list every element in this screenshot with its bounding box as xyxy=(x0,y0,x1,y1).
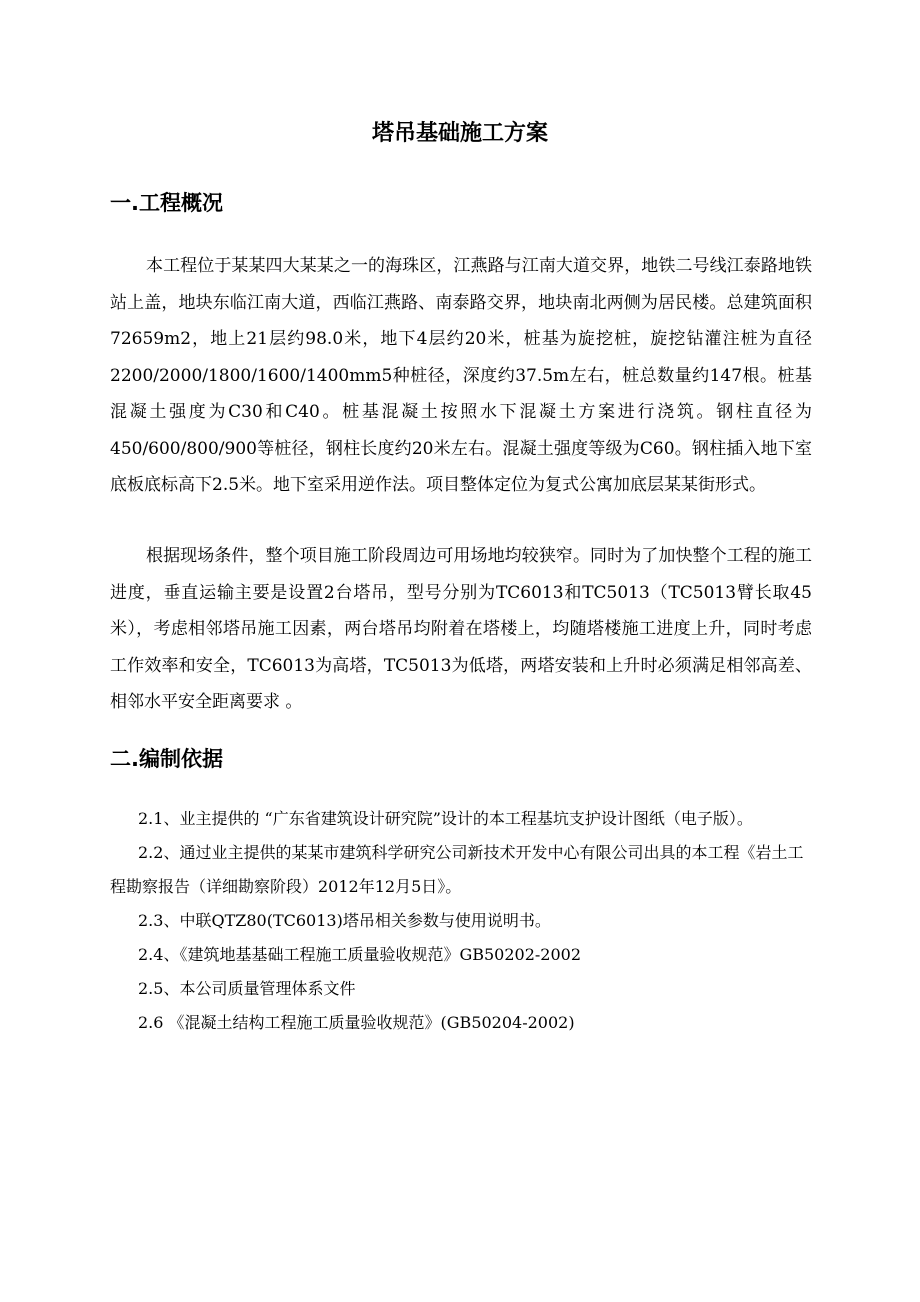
list-item: 2.6 《混凝土结构工程施工质量验收规范》(GB50204-2002) xyxy=(138,1013,575,1032)
list-item: 2.2、通过业主提供的某某市建筑科学研究公司新技术开发中心有限公司出具的本工程《岩土工程勘察报告（详细勘察阶段）2012年12月5日》。 xyxy=(110,843,804,896)
list-item: 2.4、《建筑地基基础工程施工质量验收规范》GB50202-2002 xyxy=(138,945,582,964)
section-heading-overview: 一.工程概况 xyxy=(110,191,223,215)
section-heading-basis: 二.编制依据 xyxy=(110,747,223,771)
list-item: 2.1、业主提供的 “广东省建筑设计研究院”设计的本工程基坑支护设计图纸（电子版）。 xyxy=(138,809,753,828)
list-item: 2.5、本公司质量管理体系文件 xyxy=(138,979,356,998)
overview-paragraph: 本工程位于某某四大某某之一的海珠区，江燕路与江南大道交界，地铁二号线江泰路地铁站上盖，地块东临江南大道，西临江燕路、南泰路交界，地块南北两侧为居民楼。总建筑面积72659m2，地上21层约98.0米，地下4层约20米，桩基为旋挖桩，旋挖钻灌注桩为直径2200/2000/1800/1600/1400mm5种桩径，深度约37.5m左右，桩总数量约147根。桩基混凝土强度为C30和C40。桩基混凝土按照水下混凝土方案进行浇筑。钢柱直径为450/600/800/900等桩径，钢柱长度约20米左右。混凝土强度等级为C60。钢柱插入地下室底板底标高下2.5米。地下室采用逆作法。项目整体定位为复式公寓加底层某某街形式。 xyxy=(110,256,812,495)
document-title: 塔吊基础施工方案 xyxy=(371,121,548,146)
overview-paragraph: 根据现场条件，整个项目施工阶段周边可用场地均较狭窄。同时为了加快整个工程的施工进度，垂直运输主要是设置2台塔吊，型号分别为TC6013和TC5013（TC5013臂长取45米），考虑相邻塔吊施工因素，两台塔吊均附着在塔楼上，均随塔楼施工进度上升，同时考虑工作效率和安全，TC6013为高塔，TC5013为低塔，两塔安装和上升时必须满足相邻高差、相邻水平安全距离要求 。 xyxy=(110,546,812,712)
basis-list xyxy=(110,802,812,1040)
list-item: 2.3、中联QTZ80(TC6013)塔吊相关参数与使用说明书。 xyxy=(138,911,551,930)
